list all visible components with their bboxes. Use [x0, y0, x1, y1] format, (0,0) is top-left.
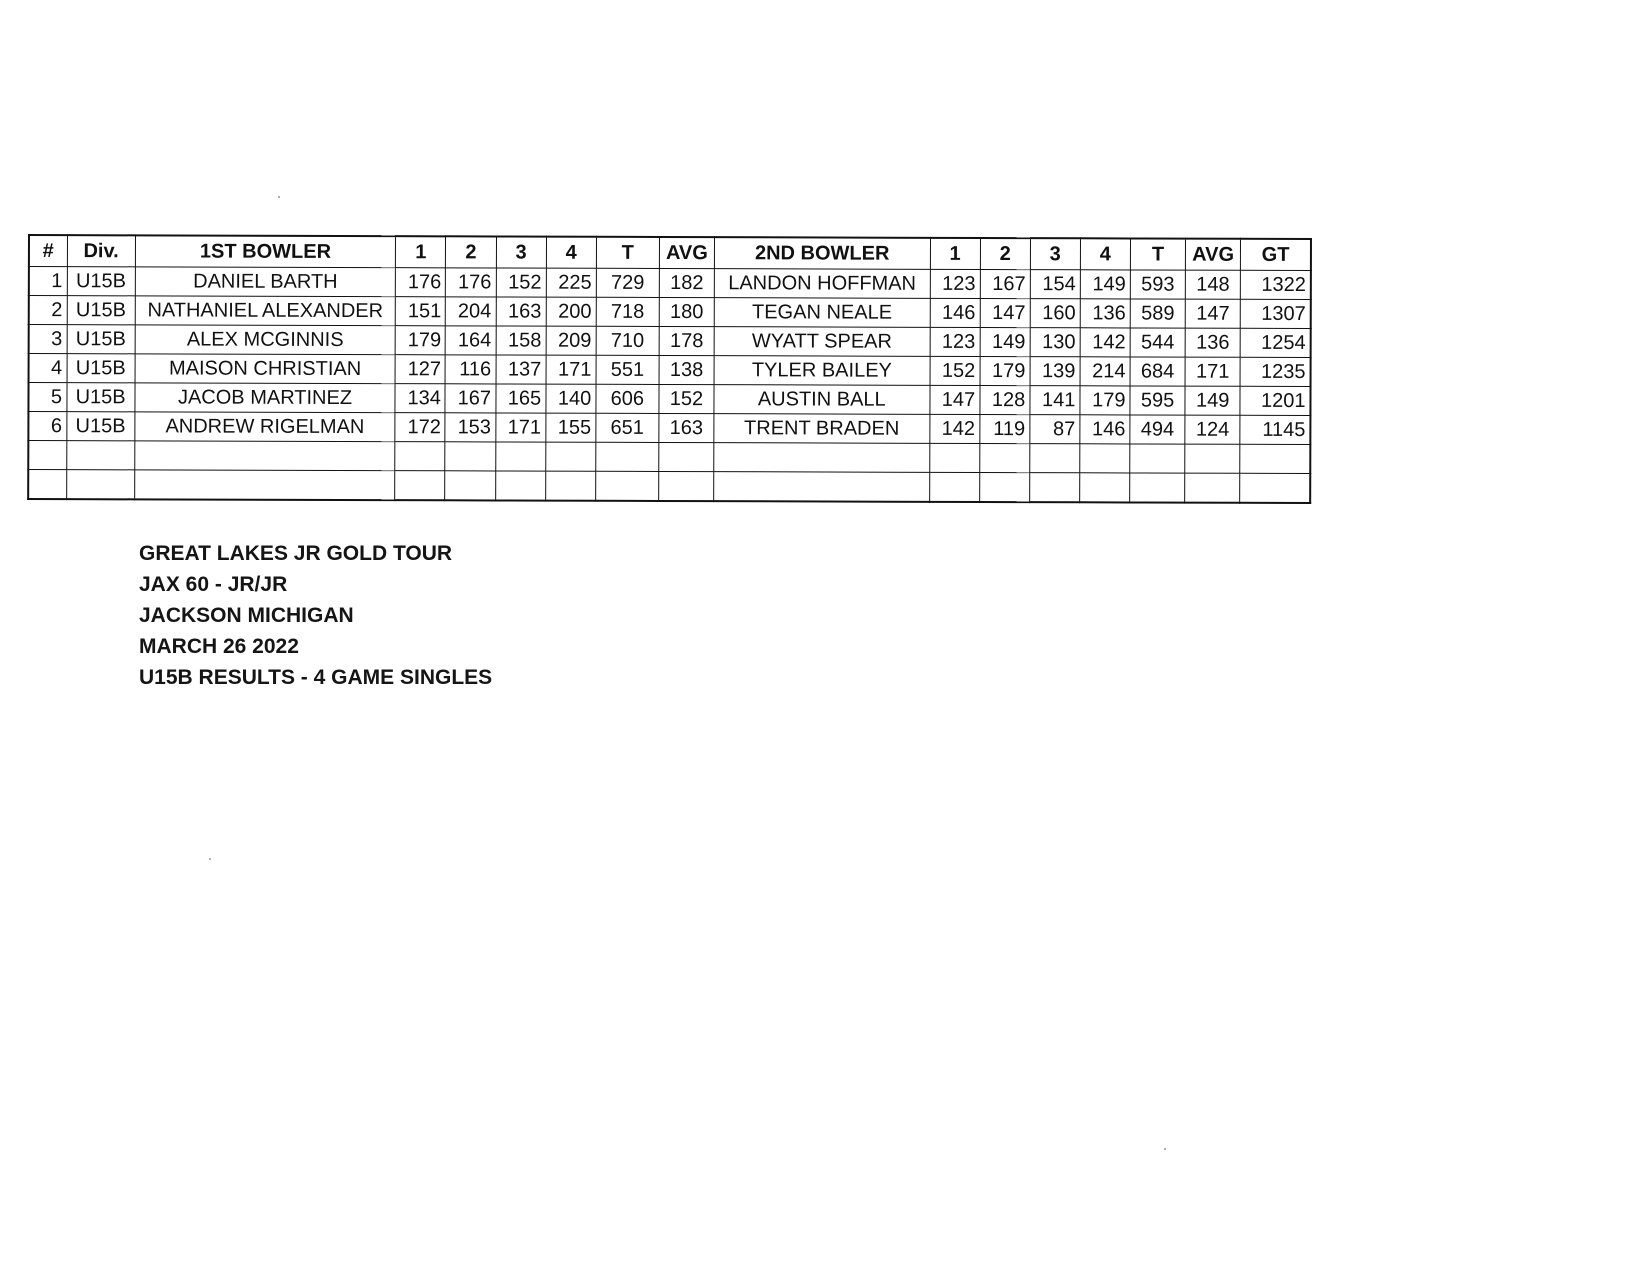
col-g1-cell: 134: [395, 384, 445, 413]
event-date: MARCH 26 2022: [139, 635, 299, 658]
col-second-bowler-cell: AUSTIN BALL: [714, 385, 930, 415]
col-g2-header: 2: [980, 238, 1030, 270]
col-g1-cell: 146: [930, 298, 980, 327]
table-row: [29, 267, 1311, 300]
col-g2-cell: 167: [445, 384, 495, 413]
col-g1-header: 1: [930, 238, 980, 270]
col-total-cell: 544: [1130, 328, 1185, 357]
col-total-cell: [596, 442, 659, 471]
col-avg-cell: [659, 442, 714, 471]
col-g3-cell: 163: [496, 297, 546, 326]
col-second-bowler-cell: TEGAN NEALE: [714, 298, 930, 328]
col-second-bowler-cell: TYLER BAILEY: [714, 356, 930, 386]
col-g4-cell: [1080, 444, 1130, 473]
col-g4-cell: [1080, 473, 1130, 503]
col-g4-cell: 171: [546, 355, 596, 384]
col-avg-cell: 149: [1185, 386, 1240, 415]
col-g1-cell: 123: [930, 269, 980, 298]
scan-speck: [1164, 1148, 1166, 1150]
col-g3-header: 3: [1030, 238, 1080, 270]
tour-name: GREAT LAKES JR GOLD TOUR: [139, 542, 453, 565]
col-rank-header: #: [29, 235, 67, 267]
col-g3-cell: 171: [495, 413, 545, 442]
col-second-bowler-header: 2ND BOWLER: [714, 237, 930, 269]
table-row: [29, 296, 1311, 329]
col-grand-total-cell: 1322: [1241, 270, 1311, 299]
col-g2-cell: 119: [980, 414, 1030, 443]
col-first-bowler-header: 1ST BOWLER: [135, 235, 396, 267]
col-division-cell: U15B: [67, 383, 135, 412]
col-total-cell: [1130, 473, 1185, 503]
col-g4-cell: 136: [1080, 299, 1130, 328]
col-avg-cell: 147: [1185, 299, 1240, 328]
col-g1-cell: 151: [396, 297, 446, 326]
col-total-cell: 710: [596, 326, 659, 355]
col-grand-total-cell: 1201: [1240, 386, 1310, 415]
col-g4-cell: 155: [546, 413, 596, 442]
col-avg-cell: 124: [1185, 415, 1240, 444]
col-g2-cell: 176: [446, 268, 496, 297]
col-grand-total-cell: 1145: [1240, 415, 1310, 444]
col-rank-cell: 2: [29, 296, 67, 325]
col-g3-cell: 165: [496, 384, 546, 413]
table-body: [28, 267, 1311, 504]
col-g3-cell: [1030, 444, 1080, 473]
table-row: [28, 470, 1310, 504]
table-row: [29, 354, 1311, 387]
col-avg-cell: 178: [659, 326, 714, 355]
col-g1-cell: [395, 471, 445, 501]
col-g2-cell: 149: [980, 327, 1030, 356]
col-first-bowler-cell: ALEX MCGINNIS: [135, 325, 396, 355]
col-g4-cell: 149: [1080, 270, 1130, 299]
table-row: [28, 441, 1310, 474]
event-info: [139, 538, 492, 693]
col-g3-cell: 158: [496, 326, 546, 355]
col-g1-cell: 147: [929, 385, 979, 414]
col-g2-cell: [445, 471, 495, 501]
col-first-bowler-cell: [134, 441, 395, 471]
table-row: [28, 412, 1310, 445]
col-g3-cell: 160: [1030, 299, 1080, 328]
col-g3-header: 3: [496, 236, 546, 268]
col-g1-cell: 127: [395, 355, 445, 384]
col-g2-cell: 147: [980, 298, 1030, 327]
col-avg-cell: 163: [659, 413, 714, 442]
col-rank-cell: 4: [29, 354, 67, 383]
col-total-cell: 684: [1130, 357, 1185, 386]
col-g2-cell: 153: [445, 413, 495, 442]
col-grand-total-header: GT: [1241, 239, 1311, 271]
col-division-cell: [66, 441, 134, 470]
col-second-bowler-cell: WYATT SPEAR: [714, 327, 930, 357]
col-g2-cell: [445, 442, 495, 471]
col-total-header: T: [596, 237, 659, 269]
col-g1-cell: 123: [930, 327, 980, 356]
event-location: JACKSON MICHIGAN: [139, 604, 354, 627]
col-total-header: T: [1130, 238, 1185, 270]
table-row: [28, 383, 1310, 416]
col-avg-cell: 182: [659, 268, 714, 297]
col-g1-cell: 142: [929, 414, 979, 443]
col-g3-cell: [495, 442, 545, 471]
col-g3-cell: 141: [1030, 386, 1080, 415]
col-grand-total-cell: [1240, 444, 1310, 473]
col-avg-cell: [1185, 473, 1240, 503]
col-avg-cell: 171: [1185, 357, 1240, 386]
col-total-cell: 551: [596, 355, 659, 384]
col-division-cell: U15B: [67, 325, 135, 354]
col-first-bowler-cell: DANIEL BARTH: [135, 267, 396, 297]
col-division-cell: [66, 470, 134, 500]
table-row: [29, 325, 1311, 358]
col-rank-cell: [28, 470, 66, 500]
col-g4-cell: [545, 471, 595, 501]
col-grand-total-cell: [1240, 473, 1310, 503]
col-g2-header: 2: [446, 236, 496, 268]
col-g4-cell: 146: [1080, 415, 1130, 444]
col-g2-cell: 116: [445, 355, 495, 384]
col-g4-cell: 214: [1080, 357, 1130, 386]
event-name: JAX 60 - JR/JR: [139, 573, 288, 596]
col-g2-cell: 164: [446, 326, 496, 355]
col-avg-cell: 138: [659, 355, 714, 384]
col-g4-header: 4: [546, 237, 596, 269]
scan-speck: [209, 858, 211, 860]
col-g1-cell: 179: [395, 326, 445, 355]
col-g1-cell: [395, 442, 445, 471]
col-rank-cell: 1: [29, 267, 67, 296]
col-g1-cell: 176: [396, 268, 446, 297]
col-g3-cell: 152: [496, 268, 546, 297]
col-g3-cell: 130: [1030, 328, 1080, 357]
col-total-cell: 494: [1130, 415, 1185, 444]
col-total-cell: [1130, 444, 1185, 473]
col-total-cell: [595, 471, 658, 501]
col-division-cell: U15B: [66, 412, 134, 441]
col-avg-header: AVG: [659, 237, 714, 269]
col-g4-cell: 209: [546, 326, 596, 355]
col-first-bowler-cell: MAISON CHRISTIAN: [135, 354, 396, 384]
col-grand-total-cell: 1307: [1240, 299, 1310, 328]
col-avg-cell: [1185, 444, 1240, 473]
col-division-header: Div.: [67, 235, 135, 267]
col-rank-cell: [28, 441, 66, 470]
col-g3-cell: 87: [1030, 415, 1080, 444]
col-first-bowler-cell: [134, 470, 395, 500]
col-g1-cell: 152: [930, 356, 980, 385]
results-table: [27, 234, 1312, 504]
col-avg-cell: 152: [659, 384, 714, 413]
col-total-cell: 729: [596, 268, 659, 297]
col-g3-cell: [495, 471, 545, 501]
col-first-bowler-cell: JACOB MARTINEZ: [135, 383, 396, 413]
col-grand-total-cell: 1235: [1240, 357, 1310, 386]
col-avg-cell: [659, 471, 714, 501]
col-division-cell: U15B: [67, 296, 135, 325]
col-division-cell: U15B: [67, 354, 135, 383]
results-sheet: [27, 234, 1312, 504]
results-title: U15B RESULTS - 4 GAME SINGLES: [139, 666, 493, 689]
col-avg-cell: 148: [1185, 270, 1240, 299]
col-g1-cell: 172: [395, 413, 445, 442]
col-total-cell: 606: [596, 384, 659, 413]
col-rank-cell: 5: [28, 383, 66, 412]
scan-speck: [278, 196, 280, 198]
col-avg-cell: 136: [1185, 328, 1240, 357]
col-g4-cell: 140: [546, 384, 596, 413]
col-second-bowler-cell: [714, 472, 930, 502]
col-g1-cell: [929, 472, 979, 502]
col-g2-cell: 167: [980, 269, 1030, 298]
col-g1-header: 1: [396, 236, 446, 268]
col-g3-cell: 137: [496, 355, 546, 384]
col-g4-cell: 225: [546, 268, 596, 297]
col-total-cell: 651: [596, 413, 659, 442]
col-avg-cell: 180: [659, 297, 714, 326]
col-second-bowler-cell: LANDON HOFFMAN: [714, 269, 930, 299]
col-total-cell: 595: [1130, 386, 1185, 415]
col-avg-header: AVG: [1186, 239, 1241, 271]
col-rank-cell: 3: [29, 325, 67, 354]
col-g4-cell: 200: [546, 297, 596, 326]
col-total-cell: 593: [1130, 270, 1185, 299]
col-total-cell: 589: [1130, 299, 1185, 328]
col-g2-cell: [979, 443, 1029, 472]
col-first-bowler-cell: NATHANIEL ALEXANDER: [135, 296, 396, 326]
col-g4-header: 4: [1080, 238, 1130, 270]
col-second-bowler-cell: TRENT BRADEN: [714, 414, 930, 444]
col-g2-cell: 179: [980, 356, 1030, 385]
header-row: [29, 235, 1311, 271]
col-g2-cell: 128: [980, 385, 1030, 414]
col-g3-cell: [1029, 473, 1079, 503]
col-rank-cell: 6: [28, 412, 66, 441]
col-g3-cell: 154: [1030, 270, 1080, 299]
col-g4-cell: [545, 442, 595, 471]
col-total-cell: 718: [596, 297, 659, 326]
col-g2-cell: 204: [446, 297, 496, 326]
col-division-cell: U15B: [67, 267, 135, 296]
col-g4-cell: 142: [1080, 328, 1130, 357]
col-g4-cell: 179: [1080, 386, 1130, 415]
col-grand-total-cell: 1254: [1240, 328, 1310, 357]
col-g2-cell: [979, 472, 1029, 502]
col-second-bowler-cell: [714, 443, 930, 473]
col-g3-cell: 139: [1030, 357, 1080, 386]
col-first-bowler-cell: ANDREW RIGELMAN: [135, 412, 396, 442]
col-g1-cell: [929, 443, 979, 472]
